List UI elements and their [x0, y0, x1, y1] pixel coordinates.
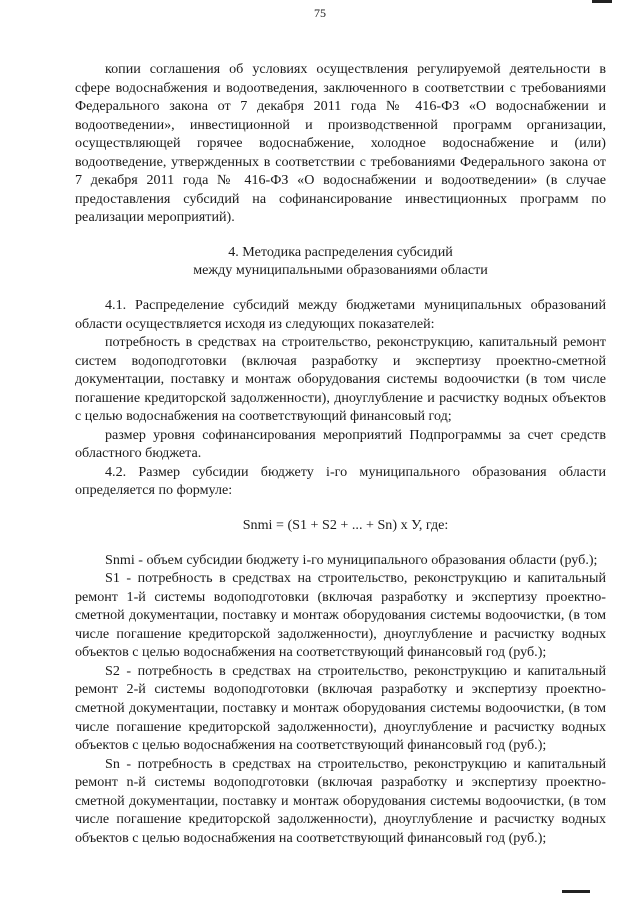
paragraph-4-1: 4.1. Распределение субсидий между бюджетами муниципальных образований области осуществляется исходя из следующих показателей:: [75, 297, 606, 332]
page-number: 75: [314, 6, 326, 20]
scan-mark-bottom: [562, 890, 590, 893]
paragraph-need: потребность в средствах на строительство, реконструкцию, капитальный ремонт систем водоподготовки (включая разработку и экспертизу проектно-сметной документации, поставку и монтаж оборудования системы водоочистки (в том числе погашение кредиторской задолженности), дноуглубление и расчистку водных объектов с целью водоснабжения на соответствующий финансовый год;: [75, 334, 606, 425]
document-body: [75, 60, 606, 847]
paragraph-cofinancing: размер уровня софинансирования мероприятий Подпрограммы за счет средств областного бюджета.: [75, 426, 606, 462]
section-heading-line1: 4. Методика распределения субсидий: [228, 243, 453, 260]
formula: Snmi = (S1 + S2 + ... + Sn) x У, где:: [242, 517, 449, 534]
definition-sn: Sn - потребность в средствах на строительство, реконструкцию и капитальный ремонт n-й системы водоподготовки (включая разработку и экспертизу проектно-сметной документации, поставку и монтаж оборудования системы водоочистки, (в том числе погашение кредиторской задолженности), дноуглубление и расчистку водных объектов с целью водоснабжения на соответствующий финансовый год (руб.);: [75, 755, 606, 846]
definition-snmi: Snmi - объем субсидии бюджету i-го муниципального образования области (руб.);: [105, 551, 598, 568]
definition-s1: S1 - потребность в средствах на строительство, реконструкцию и капитальный ремонт 1-й системы водоподготовки (включая разработку и экспертизу проектно-сметной документации, поставку и монтаж оборудования системы водоочистки, (в том числе погашение кредиторской задолженности), дноуглубление и расчистку водных объектов с целью водоснабжения на соответствующий финансовый год (руб.);: [75, 570, 606, 661]
scan-mark-top: [592, 0, 612, 3]
intro-paragraph: копии соглашения об условиях осуществления регулируемой деятельности в сфере водоснабжения и водоотведения, заключенного в соответствии с требованиями Федерального закона от 7 декабря 2011 года № 416-ФЗ «О водоснабжении и водоотведении», инвестиционной и производственной программ организации, осуществляющей горячее водоснабжение, холодное водоснабжение и (или) водоотведение, утвержденных в соответствии с требованиями Федерального закона от 7 декабря 2011 года № 416-ФЗ «О водоснабжении и водоотведении» (в случае предоставления субсидий на софинансирование инвестиционных программ по реализации мероприятий).: [75, 61, 606, 226]
definition-s2: S2 - потребность в средствах на строительство, реконструкцию и капитальный ремонт 2-й системы водоподготовки (включая разработку и экспертизу проектно-сметной документации, поставку и монтаж оборудования системы водоочистки, (в том числе погашение кредиторской задолженности), дноуглубление и расчистку водных объектов с целью водоснабжения на соответствующий финансовый год (руб.);: [75, 662, 606, 754]
section-heading-line2: между муниципальными образованиями области: [193, 262, 488, 279]
paragraph-4-2: 4.2. Размер субсидии бюджету i-го муниципального образования области определяется по формуле:: [75, 463, 606, 499]
section-heading: [75, 243, 606, 280]
